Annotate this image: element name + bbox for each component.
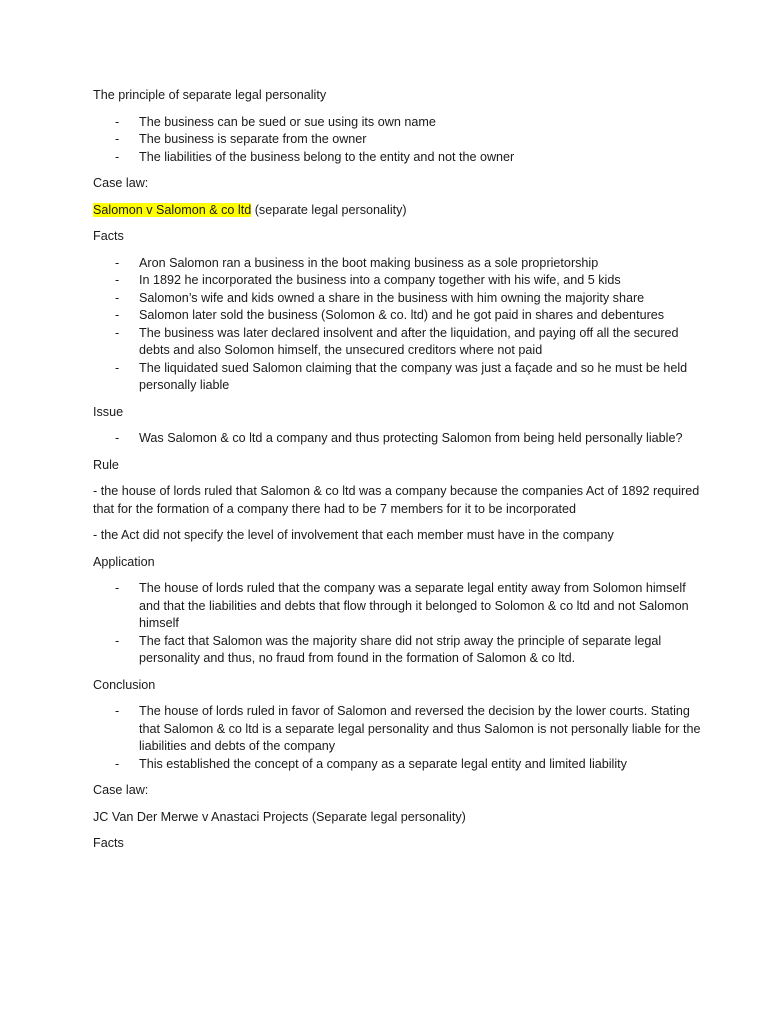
list-item-text: The liquidated sued Salomon claiming that the company was just a façade and so he must be held personally liable (139, 360, 688, 392)
list-item (93, 756, 708, 774)
list-item (93, 703, 708, 756)
facts-label: Facts (93, 229, 124, 243)
rule-paragraph: - the Act did not specify the level of involvement that each member must have in the company (93, 528, 614, 542)
rule-paragraph: - the house of lords ruled that Salomon & co ltd was a company because the companies Act of 1892 required that for the formation of a company there had to be 7 members for it to be incorporated (93, 484, 700, 516)
case-title: JC Van Der Merwe v Anastaci Projects (Separate legal personality) (93, 809, 466, 824)
list-item (93, 255, 708, 273)
conclusion-list (93, 703, 708, 773)
dash-bullet: - (115, 308, 120, 322)
list-item (93, 149, 708, 167)
case-title (93, 202, 708, 220)
list-item-text: The business can be sued or sue using its own name (139, 114, 436, 129)
case-law-label: Case law: (93, 783, 149, 797)
dash-bullet: - (115, 581, 120, 595)
dash-bullet: - (115, 255, 120, 270)
list-item (93, 360, 708, 395)
list-item-text: The liabilities of the business belong to the entity and not the owner (139, 149, 515, 164)
dash-bullet: - (115, 132, 120, 146)
list-item (93, 325, 708, 360)
list-item-text: The business is separate from the owner (139, 132, 367, 146)
list-item-text: In 1892 he incorporated the business into a company together with his wife, and 5 kids (139, 273, 621, 287)
rule-label: Rule (93, 457, 119, 472)
issue-list (93, 430, 708, 448)
dash-bullet: - (115, 149, 120, 164)
list-item-text: This established the concept of a company as a separate legal entity and limited liability (139, 756, 627, 771)
conclusion-label: Conclusion (93, 677, 156, 692)
issue-label: Issue (93, 404, 124, 419)
list-item-text: Was Salomon & co ltd a company and thus protecting Salomon from being held personally liable? (139, 431, 683, 445)
list-item (93, 290, 708, 308)
dash-bullet: - (115, 633, 120, 648)
highlighted-case-name: Salomon v Salomon & co ltd (93, 202, 252, 217)
list-item-text: The business was later declared insolvent and after the liquidation, and paying off all the secured debts and also Solomon himself, the unsecured creditors where not paid (139, 325, 679, 357)
list-item-text: The fact that Salomon was the majority share did not strip away the principle of separate legal personality and thus, no fraud from found in the formation of Salomon & co ltd. (139, 633, 662, 665)
dash-bullet: - (115, 704, 120, 718)
dash-bullet: - (115, 290, 120, 305)
dash-bullet: - (115, 431, 120, 445)
list-item-text: Salomon later sold the business (Solomon & co. ltd) and he got paid in shares and debentures (139, 308, 665, 322)
doc-heading: The principle of separate legal personality (93, 88, 327, 102)
list-item (93, 430, 708, 448)
list-item (93, 131, 708, 149)
dash-bullet: - (115, 273, 120, 287)
case-title-suffix: (separate legal personality) (251, 202, 407, 217)
list-item-text: Aron Salomon ran a business in the boot making business as a sole proprietorship (139, 255, 599, 270)
list-item (93, 580, 708, 633)
facts-label: Facts (93, 836, 124, 850)
principle-list (93, 114, 708, 167)
dash-bullet: - (115, 114, 120, 129)
dash-bullet: - (115, 325, 120, 340)
dash-bullet: - (115, 360, 120, 375)
application-label: Application (93, 554, 155, 569)
case-law-label: Case law: (93, 176, 149, 190)
list-item (93, 114, 708, 132)
list-item (93, 307, 708, 325)
application-list (93, 580, 708, 668)
facts-list (93, 255, 708, 395)
list-item (93, 633, 708, 668)
list-item-text: Salomon’s wife and kids owned a share in the business with him owning the majority share (139, 290, 645, 305)
list-item (93, 272, 708, 290)
list-item-text: The house of lords ruled in favor of Salomon and reversed the decision by the lower courts. Stating that Salomon & co ltd is a separate legal personality and thus Salomon is not personally liable for the liabilities and debts of the company (139, 704, 701, 753)
dash-bullet: - (115, 756, 120, 771)
list-item-text: The house of lords ruled that the company was a separate legal entity away from Solomon himself and that the liabilities and debts that flow through it belonged to Solomon & co ltd and not Salomon himself (139, 581, 689, 630)
